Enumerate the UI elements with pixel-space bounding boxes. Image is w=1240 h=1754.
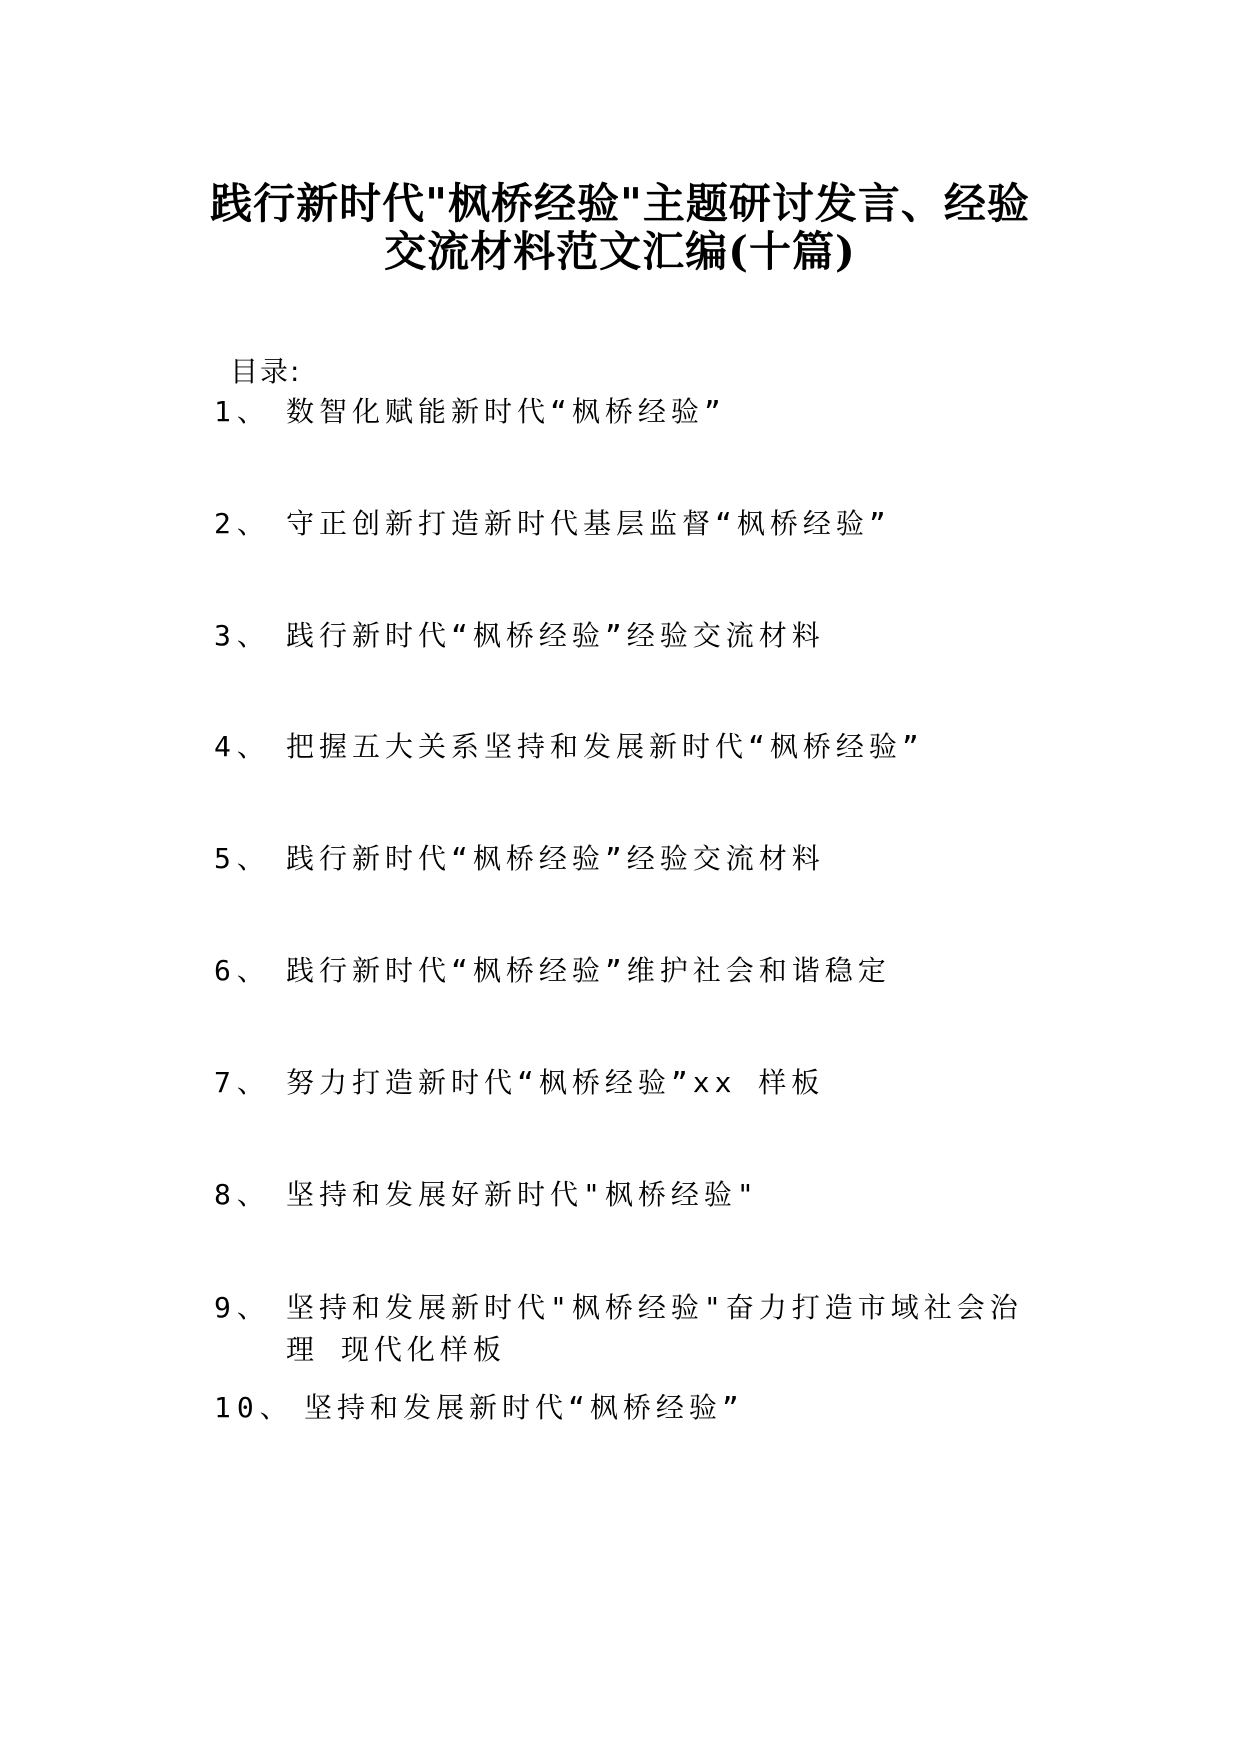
toc-item-6 bbox=[214, 951, 891, 991]
toc-item-text: 守正创新打造新时代基层监督“枫桥经验” bbox=[286, 507, 891, 540]
toc-item-number: 3、 bbox=[214, 619, 271, 652]
toc-item-number: 5、 bbox=[214, 842, 271, 875]
toc-item-4 bbox=[214, 727, 924, 767]
document-title-line-1: 践行新时代"枫桥经验"主题研讨发言、经验 bbox=[210, 179, 1030, 228]
toc-item-3 bbox=[214, 616, 825, 656]
toc-item-number: 8、 bbox=[214, 1178, 271, 1211]
toc-item-number: 2、 bbox=[214, 507, 271, 540]
toc-item-2 bbox=[214, 504, 891, 544]
toc-item-text: 践行新时代“枫桥经验”经验交流材料 bbox=[286, 842, 825, 875]
toc-item-5 bbox=[214, 839, 825, 879]
toc-item-text: 坚持和发展新时代"枫桥经验"奋力打造市域社会治 bbox=[286, 1291, 1023, 1324]
toc-label: 目录: bbox=[230, 355, 302, 388]
toc-item-text: 坚持和发展好新时代"枫桥经验" bbox=[286, 1178, 759, 1211]
toc-item-text: 坚持和发展新时代“枫桥经验” bbox=[304, 1391, 744, 1424]
toc-item-number: 7、 bbox=[214, 1066, 271, 1099]
toc-item-text: 数智化赋能新时代“枫桥经验” bbox=[286, 395, 726, 428]
toc-item-1 bbox=[214, 392, 726, 432]
toc-item-text: 把握五大关系坚持和发展新时代“枫桥经验” bbox=[286, 730, 924, 763]
toc-item-10 bbox=[214, 1388, 744, 1428]
toc-item-text: 践行新时代“枫桥经验”维护社会和谐稳定 bbox=[286, 954, 891, 987]
toc-item-text: 努力打造新时代“枫桥经验”xx 样板 bbox=[286, 1066, 825, 1099]
toc-item-9 bbox=[214, 1288, 1023, 1366]
toc-item-number: 10、 bbox=[214, 1391, 294, 1424]
toc-item-number: 4、 bbox=[214, 730, 271, 763]
document-title-line-2: 交流材料范文汇编(十篇) bbox=[384, 227, 856, 276]
toc-item-text-continued: 理 现代化样板 bbox=[286, 1333, 506, 1366]
toc-item-text: 践行新时代“枫桥经验”经验交流材料 bbox=[286, 619, 825, 652]
toc-item-8 bbox=[214, 1175, 759, 1215]
toc-item-number: 9、 bbox=[214, 1291, 271, 1324]
toc-item-7 bbox=[214, 1063, 825, 1103]
toc-item-number: 1、 bbox=[214, 395, 271, 428]
toc-item-number: 6、 bbox=[214, 954, 271, 987]
